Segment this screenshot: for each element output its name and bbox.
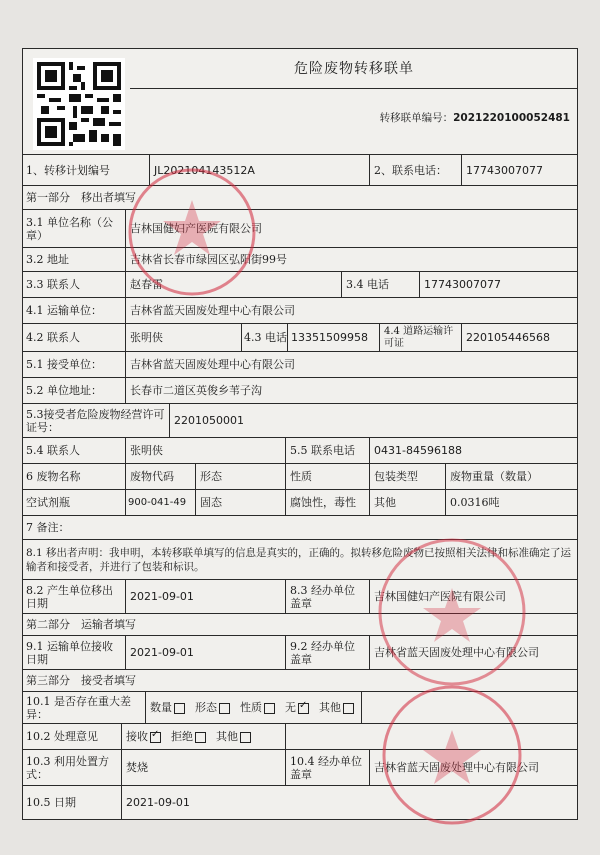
receiver-tel-label: 5.5 联系电话 <box>286 438 370 464</box>
receiver-seal-label: 10.4 经办单位盖章 <box>286 750 370 786</box>
transport-date: 2021-09-01 <box>126 636 286 670</box>
contact-value: 赵春雷 <box>126 272 342 298</box>
waste-header-name: 6 废物名称 <box>22 464 126 490</box>
transport-seal-label: 9.2 经办单位盖章 <box>286 636 370 670</box>
method-label: 10.3 利用处置方式： <box>22 750 122 786</box>
plan-phone: 17743007077 <box>462 154 578 186</box>
declaration: 8.1 移出者声明：我申明，本转移联单填写的信息是真实的，正确的。拟转移危险废物已按照相关法律和标准确定了运输者和接受者，并进行了包装和标识。 <box>22 540 578 580</box>
serial-number: 转移联单编号：20212201000524​81 <box>379 112 570 124</box>
transport-contact-label: 4.2 联系人 <box>22 324 126 352</box>
waste-header-form: 形态 <box>196 464 286 490</box>
diff-none-checkbox[interactable] <box>298 703 309 714</box>
transport-tel: 13351509958 <box>288 324 380 352</box>
waste-code: 900-041-49 <box>126 490 196 516</box>
receiver-addr: 长春市二道区英俊乡苇子沟 <box>126 378 578 404</box>
waste-name: 空试剂瓶 <box>22 490 126 516</box>
diff-label: 10.1 是否存在重大差异： <box>22 692 146 724</box>
waste-form: 固态 <box>196 490 286 516</box>
transport-permit: 220105446568 <box>462 324 578 352</box>
receiver-contact-label: 5.4 联系人 <box>22 438 126 464</box>
receiver-tel: 0431-84596188 <box>370 438 578 464</box>
transport-unit-label: 4.1 运输单位： <box>22 298 126 324</box>
receiver-contact: 张明侠 <box>126 438 286 464</box>
diff-other-checkbox[interactable] <box>343 703 354 714</box>
gen-date: 2021-09-01 <box>126 580 286 614</box>
opinion-other-checkbox[interactable] <box>240 732 251 743</box>
addr-value: 吉林省长春市绿园区弘阳街99号 <box>126 248 578 272</box>
waste-header-package: 包装类型 <box>370 464 446 490</box>
form-title: 危险废物转移联单 <box>130 48 578 89</box>
opinion-blank <box>286 724 578 750</box>
transport-permit-label: 4.4 道路运输许可证 <box>380 324 462 352</box>
addr-label: 3.2 地址 <box>22 248 126 272</box>
plan-phone-label: 2、联系电话： <box>370 154 462 186</box>
waste-header-property: 性质 <box>286 464 370 490</box>
transport-unit: 吉林省蓝天固废处理中心有限公司 <box>126 298 578 324</box>
diff-property-checkbox[interactable] <box>264 703 275 714</box>
contact-label: 3.3 联系人 <box>22 272 126 298</box>
diff-form-checkbox[interactable] <box>219 703 230 714</box>
waste-weight: 0.0316吨 <box>446 490 578 516</box>
waste-header-code: 废物代码 <box>126 464 196 490</box>
license-value: 2201050001 <box>170 404 578 438</box>
waste-package: 其他 <box>370 490 446 516</box>
plan-value: JL202104143512A <box>150 154 370 186</box>
part1-heading: 第一部分 移出者填写 <box>22 186 578 210</box>
receiver-addr-label: 5.2 单位地址： <box>22 378 126 404</box>
transport-tel-label: 4.3 电话 <box>242 324 288 352</box>
transport-date-label: 9.1 运输单位接收日期 <box>22 636 126 670</box>
plan-label: 1、转移计划编号 <box>22 154 150 186</box>
part2-heading: 第二部分 运输者填写 <box>22 614 578 636</box>
unit-label: 3.1 单位名称（公章） <box>22 210 126 248</box>
opinion-reject-checkbox[interactable] <box>195 732 206 743</box>
gen-date-label: 8.2 产生单位移出日期 <box>22 580 126 614</box>
diff-options: 数量 形态 性质 无✓ 其他 <box>146 692 362 724</box>
tel-label: 3.4 电话 <box>342 272 420 298</box>
opinion-options: 接收✓ 拒绝 其他 <box>122 724 286 750</box>
gen-seal: 吉林国健妇产医院有限公司 <box>370 580 578 614</box>
opinion-accept-checkbox[interactable] <box>150 732 161 743</box>
diff-quantity-checkbox[interactable] <box>174 703 185 714</box>
receiver-seal: 吉林省蓝天固废处理中心有限公司 <box>370 750 578 786</box>
receiver-unit: 吉林省蓝天固废处理中心有限公司 <box>126 352 578 378</box>
opinion-label: 10.2 处理意见 <box>22 724 122 750</box>
transport-seal: 吉林省蓝天固废处理中心有限公司 <box>370 636 578 670</box>
remark-label: 7 备注： <box>22 516 578 540</box>
waste-header-weight: 废物重量（数量） <box>446 464 578 490</box>
receiver-unit-label: 5.1 接受单位： <box>22 352 126 378</box>
diff-blank <box>362 692 578 724</box>
transport-contact: 张明侠 <box>126 324 242 352</box>
waste-property: 腐蚀性，毒性 <box>286 490 370 516</box>
license-label: 5.3接受者危险废物经营许可证号： <box>22 404 170 438</box>
receive-date: 2021-09-01 <box>122 786 578 820</box>
method-value: 焚烧 <box>122 750 286 786</box>
gen-seal-label: 8.3 经办单位盖章 <box>286 580 370 614</box>
receive-date-label: 10.5 日期 <box>22 786 122 820</box>
tel-value: 17743007077 <box>420 272 578 298</box>
qr-code <box>33 58 125 150</box>
part3-heading: 第三部分 接受者填写 <box>22 670 578 692</box>
unit-value: 吉林国健妇产医院有限公司 <box>126 210 578 248</box>
